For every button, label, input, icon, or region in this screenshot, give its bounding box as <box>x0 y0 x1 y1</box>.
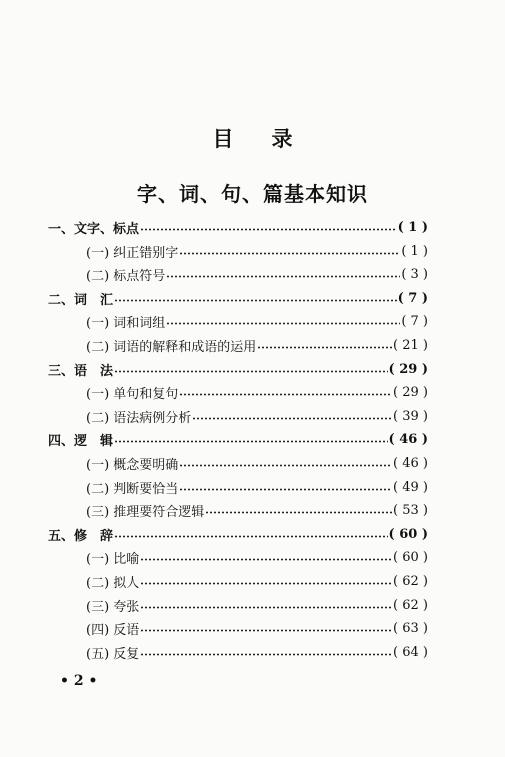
dot-leader <box>179 464 392 467</box>
toc-entry <box>86 642 428 662</box>
dot-leader <box>140 606 392 609</box>
title-char-right: 录 <box>271 127 293 151</box>
toc-entry-label: 三、语 法 <box>48 363 114 379</box>
toc-entry <box>86 595 428 615</box>
toc-entry <box>86 241 428 261</box>
toc-entry-label: (二) 语法病例分析 <box>86 410 192 426</box>
toc-entry-label: (三) 夸张 <box>86 599 140 615</box>
toc-entry-page: ( 60 ) <box>393 549 428 565</box>
toc-entry-label: (二) 判断要恰当 <box>86 481 179 497</box>
toc-entry-page: ( 49 ) <box>393 479 428 495</box>
dot-leader <box>179 488 392 491</box>
toc-entry-page: ( 1 ) <box>401 243 428 259</box>
page-title <box>0 123 505 153</box>
toc-entry-page: ( 46 ) <box>393 455 428 471</box>
toc-entry <box>48 217 428 237</box>
dot-leader <box>140 558 392 561</box>
toc-entry-label: 四、逻 辑 <box>48 433 114 449</box>
toc-entry-label: 二、词 汇 <box>48 292 114 308</box>
toc-entry-page: ( 63 ) <box>393 620 428 636</box>
dot-leader <box>179 393 392 396</box>
section-subtitle: 字、词、句、篇基本知识 <box>137 182 368 206</box>
toc-entry <box>86 547 428 567</box>
toc-entry-label: 一、文字、标点 <box>48 221 140 237</box>
toc-entry-page: ( 7 ) <box>397 290 428 306</box>
toc-entry <box>86 618 428 638</box>
dot-leader <box>140 629 392 632</box>
toc-entry-label: (一) 单句和复句 <box>86 386 179 402</box>
toc-entry-page: ( 46 ) <box>388 431 428 447</box>
toc-entry <box>86 453 428 473</box>
toc-entry-page: ( 29 ) <box>393 384 428 400</box>
dot-leader <box>205 511 392 514</box>
title-char-left: 目 <box>212 127 234 151</box>
toc-entry-label: (三) 推理要符合逻辑 <box>86 504 205 520</box>
dot-leader <box>179 252 400 255</box>
dot-leader <box>114 299 397 302</box>
toc-entry <box>86 500 428 520</box>
dot-leader <box>114 535 388 538</box>
toc-entry-label: (一) 纠正错别字 <box>86 245 179 261</box>
toc-entry-page: ( 53 ) <box>393 502 428 518</box>
toc-entry <box>48 359 428 379</box>
toc-entry-page: ( 1 ) <box>397 219 428 235</box>
toc-entry-page: ( 60 ) <box>388 526 428 542</box>
toc-entry <box>86 571 428 591</box>
toc-entry <box>86 406 428 426</box>
toc-entry <box>86 335 428 355</box>
dot-leader <box>140 653 392 656</box>
toc-entry <box>86 311 428 331</box>
toc-entry-page: ( 64 ) <box>393 644 428 660</box>
toc-entry-label: (五) 反复 <box>86 646 140 662</box>
toc-entry-page: ( 29 ) <box>388 361 428 377</box>
dot-leader <box>140 228 397 231</box>
toc-entry <box>86 264 428 284</box>
toc-entry <box>48 429 428 449</box>
dot-leader <box>257 346 392 349</box>
toc-entry-label: (四) 反语 <box>86 622 140 638</box>
dot-leader <box>140 582 392 585</box>
toc-entry-page: ( 62 ) <box>393 573 428 589</box>
toc-entry <box>86 382 428 402</box>
toc-entry-page: ( 7 ) <box>401 313 428 329</box>
toc-entry-label: (一) 概念要明确 <box>86 457 179 473</box>
toc-entry-label: (一) 比喻 <box>86 551 140 567</box>
toc-entry-page: ( 39 ) <box>393 408 428 424</box>
toc-entry-page: ( 62 ) <box>393 597 428 613</box>
toc-entry-label: (二) 词语的解释和成语的运用 <box>86 339 257 355</box>
toc-entry-label: (二) 拟人 <box>86 575 140 591</box>
toc-entry-label: (一) 词和词组 <box>86 315 166 331</box>
dot-leader <box>114 370 388 373</box>
toc-entry-label: (二) 标点符号 <box>86 268 166 284</box>
dot-leader <box>192 417 392 420</box>
toc-entry-page: ( 21 ) <box>393 337 428 353</box>
toc-entry <box>86 477 428 497</box>
toc-entry-label: 五、修 辞 <box>48 528 114 544</box>
dot-leader <box>166 275 400 278</box>
toc-entry-page: ( 3 ) <box>401 266 428 282</box>
toc-entry <box>48 288 428 308</box>
page-number: • 2 • <box>60 673 98 689</box>
dot-leader <box>114 440 388 443</box>
toc-entry <box>48 524 428 544</box>
dot-leader <box>166 322 400 325</box>
